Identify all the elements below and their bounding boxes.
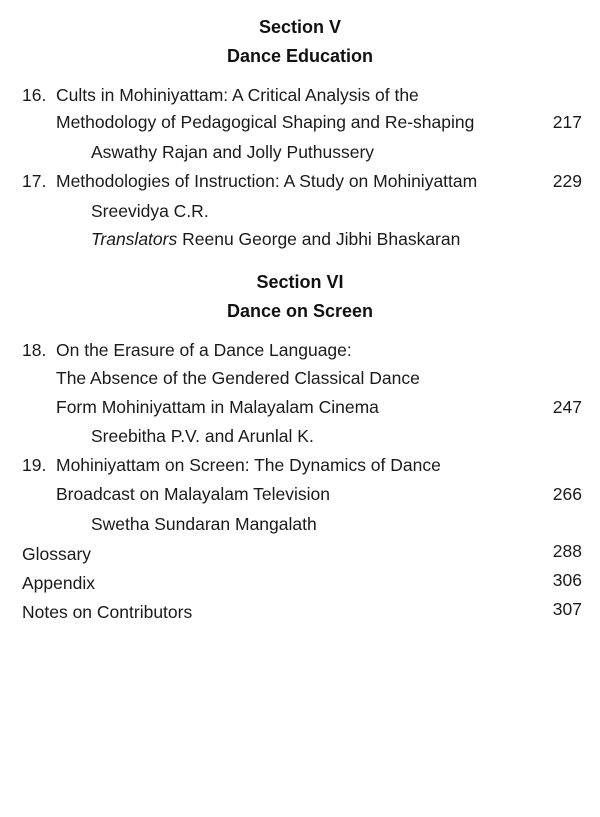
- page-number: 307: [552, 599, 582, 619]
- page-number: 306: [552, 570, 582, 590]
- entry-number: 18.: [22, 340, 47, 360]
- entry-title: Mohiniyattam on Screen: The Dynamics of Dance: [56, 455, 441, 475]
- entry-authors: Swetha Sundaran Mangalath: [91, 514, 317, 534]
- translators-names: Reenu George and Jibhi Bhaskaran: [182, 229, 461, 249]
- translators-label: Translators: [91, 229, 178, 249]
- entry-translators: [91, 228, 460, 250]
- glossary-entry: Glossary: [22, 544, 92, 564]
- entry-authors: Aswathy Rajan and Jolly Puthussery: [91, 142, 375, 162]
- page-number: 217: [552, 112, 582, 132]
- entry-number: 16.: [22, 85, 47, 105]
- entry-title: The Absence of the Gendered Classical Dance: [56, 368, 420, 388]
- section-label: Section V: [258, 17, 342, 37]
- entry-title: Cults in Mohiniyattam: A Critical Analysis of the: [56, 85, 419, 105]
- page-number: 247: [552, 397, 582, 417]
- entry-title: Broadcast on Malayalam Television: [56, 484, 330, 504]
- page-number: 266: [552, 484, 582, 504]
- entry-title: On the Erasure of a Dance Language:: [56, 340, 352, 360]
- page-number: 288: [552, 541, 582, 561]
- contributors-entry: Notes on Contributors: [22, 602, 193, 622]
- entry-number: 19.: [22, 455, 47, 475]
- entry-authors: Sreebitha P.V. and Arunlal K.: [91, 426, 314, 446]
- entry-title: Form Mohiniyattam in Malayalam Cinema: [56, 397, 379, 417]
- entry-title: Methodology of Pedagogical Shaping and Re-shaping: [56, 112, 475, 132]
- section-title: Dance Education: [226, 46, 374, 66]
- appendix-entry: Appendix: [22, 573, 95, 593]
- section-title: Dance on Screen: [226, 301, 374, 321]
- page-number: 229: [552, 171, 582, 191]
- entry-number: 17.: [22, 171, 47, 191]
- entry-authors: Sreevidya C.R.: [91, 201, 209, 221]
- section-label: Section VI: [256, 272, 344, 292]
- entry-title: Methodologies of Instruction: A Study on Mohiniyattam: [56, 171, 478, 191]
